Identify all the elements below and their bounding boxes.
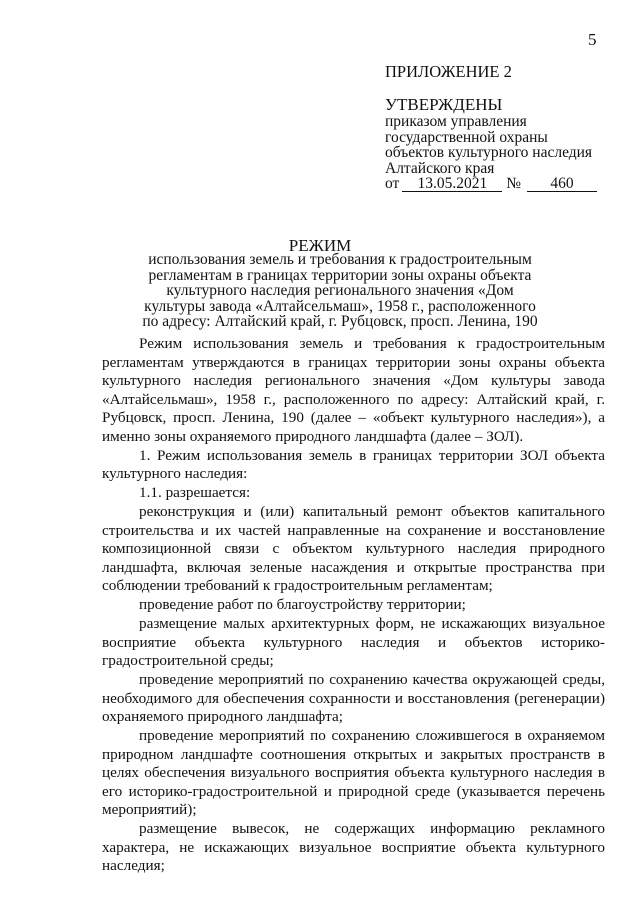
paragraph: реконструкция и (или) капитальный ремонт объектов капитального строительства и их частей направленные на сохранение и восстановление композиционной связи с объектом культурного наследия природного ландшафта, включая зеленые насаждения и открытые пространства при соблюдении требований к градостроительным регламентам; [102, 503, 605, 594]
approval-line: приказом управления [385, 113, 527, 130]
approval-line: государственной охраны [385, 128, 548, 146]
page-number: 5 [588, 30, 597, 49]
paragraph: проведение работ по благоустройству территории; [139, 596, 466, 613]
approval-block [385, 96, 620, 192]
from-label: от [385, 175, 400, 192]
paragraph: 1. Режим использования земель в границах территории ЗОЛ объекта культурного наследия: [102, 446, 605, 482]
order-date: 13.05.2021 [402, 176, 502, 192]
paragraph: проведение мероприятий по сохранению качества окружающей среды, необходимого для обеспечения сохранности и восстановления (регенерации) охраняемого природного ландшафта; [102, 671, 605, 725]
number-sign: № [506, 175, 521, 192]
paragraph: размещение вывесок, не содержащих информацию рекламного характера, не искажающих визуальное восприятие объекта культурного наследия; [102, 820, 605, 874]
approval-line: объектов культурного наследия [385, 144, 593, 161]
approval-line: Алтайского края [385, 159, 495, 177]
document-subtitle: использования земель и требования к градостроительным регламентам в границах территории зоны охраны объекта культурного наследия регионального значения «Дом культуры завода «Алтайсельмаш», 1958 г., расположенного по адресу: Алтайский край, г. Рубцовск, просп. Ленина, 190 [142, 251, 538, 331]
appendix-label: ПРИЛОЖЕНИЕ 2 [385, 62, 512, 81]
paragraph: размещение малых архитектурных форм, не искажающих визуальное восприятие объекта культурного наследия и объектов историко-градостроительной среды; [102, 615, 605, 669]
paragraph: Режим использования земель и требования к градостроительным регламентам утверждаются в границах территории зоны охраны объекта культурного наследия регионального значения «Дом культуры завода «Алтайсельмаш», 1958 г., расположенного по адресу: Алтайский край, г. Рубцовск, просп. Ленина, 190 (далее – «объект культурного наследия»), а именно зоны охраняемого природного ландшафта (далее – ЗОЛ). [102, 335, 605, 445]
paragraph: 1.1. разрешается: [139, 484, 251, 501]
paragraph: проведение мероприятий по сохранению сложившегося в охраняемом природном ландшафте соотношения открытых и закрытых пространств в целях обеспечения визуального восприятия объекта культурного наследия в его историко-градостроительной и природной среде (указывается перечень мероприятий); [102, 727, 605, 818]
document-body [102, 335, 605, 876]
approval-title: УТВЕРЖДЕНЫ [385, 95, 503, 114]
document-title: РЕЖИМ [288, 236, 352, 255]
order-date-number-line [385, 176, 620, 192]
order-number: 460 [527, 176, 597, 192]
